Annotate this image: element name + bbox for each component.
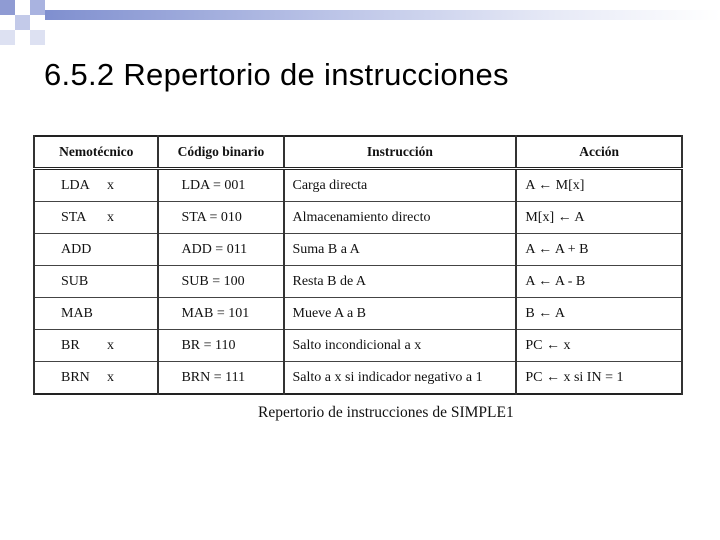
- cell-code: [158, 362, 283, 395]
- cell-instruction: Mueve A a B: [284, 298, 517, 330]
- mnemonic: SUB: [61, 273, 89, 289]
- instruction-table-container: [33, 135, 683, 395]
- cell-mnemonic: [34, 362, 158, 395]
- instruction-table: [33, 135, 683, 395]
- table-caption: Repertorio de instrucciones de SIMPLE1: [258, 404, 514, 421]
- operand: x: [107, 369, 114, 385]
- table-row: [34, 330, 682, 362]
- cell-mnemonic: [34, 266, 158, 298]
- mnemonic: STA: [61, 209, 87, 225]
- header-accion: Acción: [516, 136, 682, 169]
- cell-code: [158, 330, 283, 362]
- cell-action: PC ← x: [516, 330, 682, 362]
- cell-action: M[x] ← A: [516, 202, 682, 234]
- binary-code: ADD = 011: [181, 241, 248, 257]
- cell-instruction: Salto incondicional a x: [284, 330, 517, 362]
- cell-code: [158, 234, 283, 266]
- cell-mnemonic: [34, 234, 158, 266]
- cell-instruction: Almacenamiento directo: [284, 202, 517, 234]
- cell-action: PC ← x si IN = 1: [516, 362, 682, 395]
- cell-mnemonic: [34, 330, 158, 362]
- cell-instruction: Salto a x si indicador negativo a 1: [284, 362, 517, 395]
- binary-code: LDA = 001: [181, 177, 246, 193]
- mnemonic: BR: [61, 337, 80, 353]
- operand: x: [107, 337, 114, 353]
- mnemonic: ADD: [61, 241, 92, 257]
- cell-mnemonic: [34, 298, 158, 330]
- binary-code: MAB = 101: [181, 305, 250, 321]
- cell-instruction: Suma B a A: [284, 234, 517, 266]
- operand: x: [107, 177, 114, 193]
- cell-action: A ← A - B: [516, 266, 682, 298]
- cell-code: [158, 169, 283, 202]
- table-header-row: [34, 136, 682, 169]
- mnemonic: MAB: [61, 305, 93, 321]
- table-row: [34, 298, 682, 330]
- table-row: [34, 266, 682, 298]
- decorative-checker-squares: [0, 0, 60, 45]
- header-instruccion: Instrucción: [284, 136, 517, 169]
- operand: x: [107, 209, 114, 225]
- table-row: [34, 169, 682, 202]
- cell-mnemonic: [34, 169, 158, 202]
- table-row: [34, 202, 682, 234]
- binary-code: BR = 110: [181, 337, 236, 353]
- cell-code: [158, 202, 283, 234]
- mnemonic: BRN: [61, 369, 90, 385]
- cell-action: A ← A + B: [516, 234, 682, 266]
- binary-code: SUB = 100: [181, 273, 245, 289]
- table-row: [34, 234, 682, 266]
- cell-instruction: Resta B de A: [284, 266, 517, 298]
- binary-code: STA = 010: [181, 209, 242, 225]
- cell-action: A ← M[x]: [516, 169, 682, 202]
- binary-code: BRN = 111: [181, 369, 246, 385]
- header-codigo-binario: Código binario: [158, 136, 283, 169]
- decorative-gradient-bar: [45, 10, 720, 20]
- cell-mnemonic: [34, 202, 158, 234]
- cell-code: [158, 298, 283, 330]
- table-row: [34, 362, 682, 395]
- mnemonic: LDA: [61, 177, 90, 193]
- header-nemotecnico: Nemotécnico: [34, 136, 158, 169]
- cell-code: [158, 266, 283, 298]
- cell-instruction: Carga directa: [284, 169, 517, 202]
- cell-action: B ← A: [516, 298, 682, 330]
- slide-title: 6.5.2 Repertorio de instrucciones: [44, 57, 509, 92]
